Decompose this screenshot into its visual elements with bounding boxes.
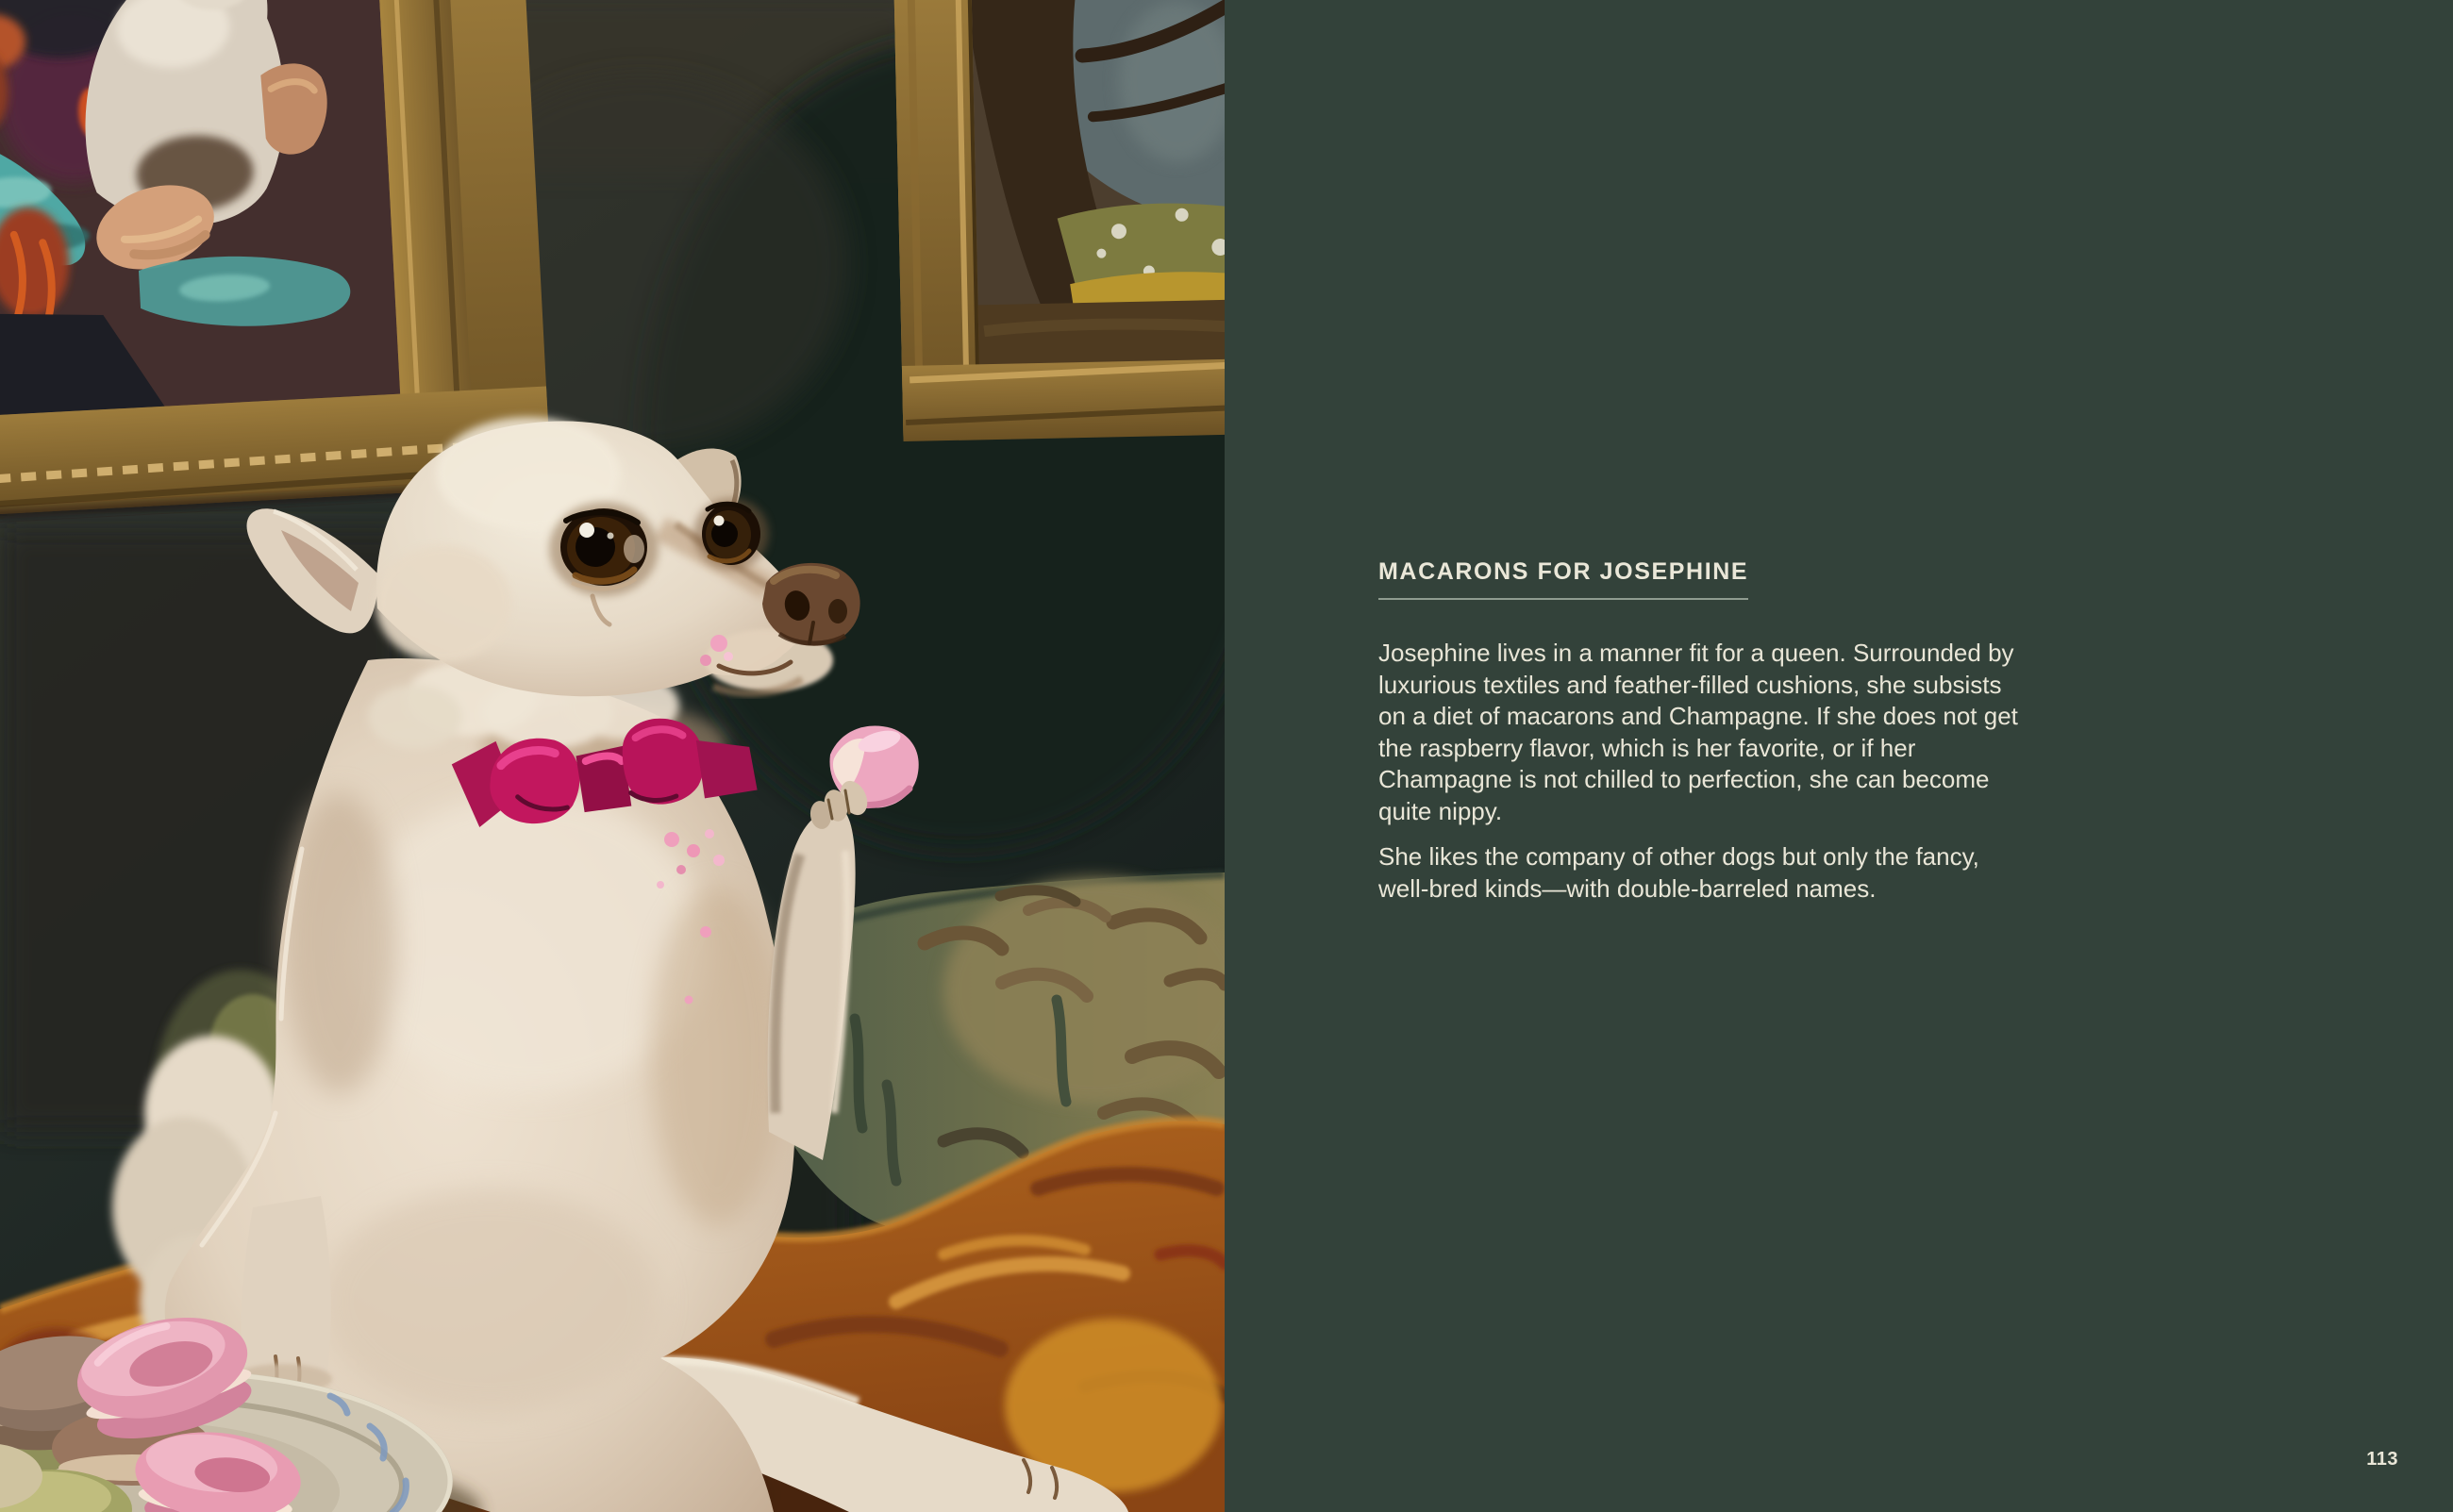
article-heading: MACARONS FOR JOSEPHINE bbox=[1378, 558, 1748, 600]
article-paragraph: Josephine lives in a manner fit for a queen. Surrounded by luxurious textiles and feather-filled cushions, she subsists on a diet of macarons and Champagne. If she does not get the raspberry flavor, which is her favorite, or if her Champagne is not chilled to perfection, she can become quite nippy. bbox=[1378, 639, 2018, 825]
article-body bbox=[1378, 638, 2027, 905]
article-block bbox=[1378, 558, 2039, 919]
framed-painting-right bbox=[893, 0, 1225, 441]
painting-panel bbox=[0, 0, 1225, 1512]
painting-illustration bbox=[0, 0, 1225, 1512]
page-number: 113 bbox=[2366, 1449, 2398, 1470]
text-page bbox=[1225, 0, 2453, 1512]
article-paragraph: She likes the company of other dogs but only the fancy, well-bred kinds—with double-barreled names. bbox=[1378, 842, 1979, 903]
right-eye bbox=[693, 498, 769, 570]
